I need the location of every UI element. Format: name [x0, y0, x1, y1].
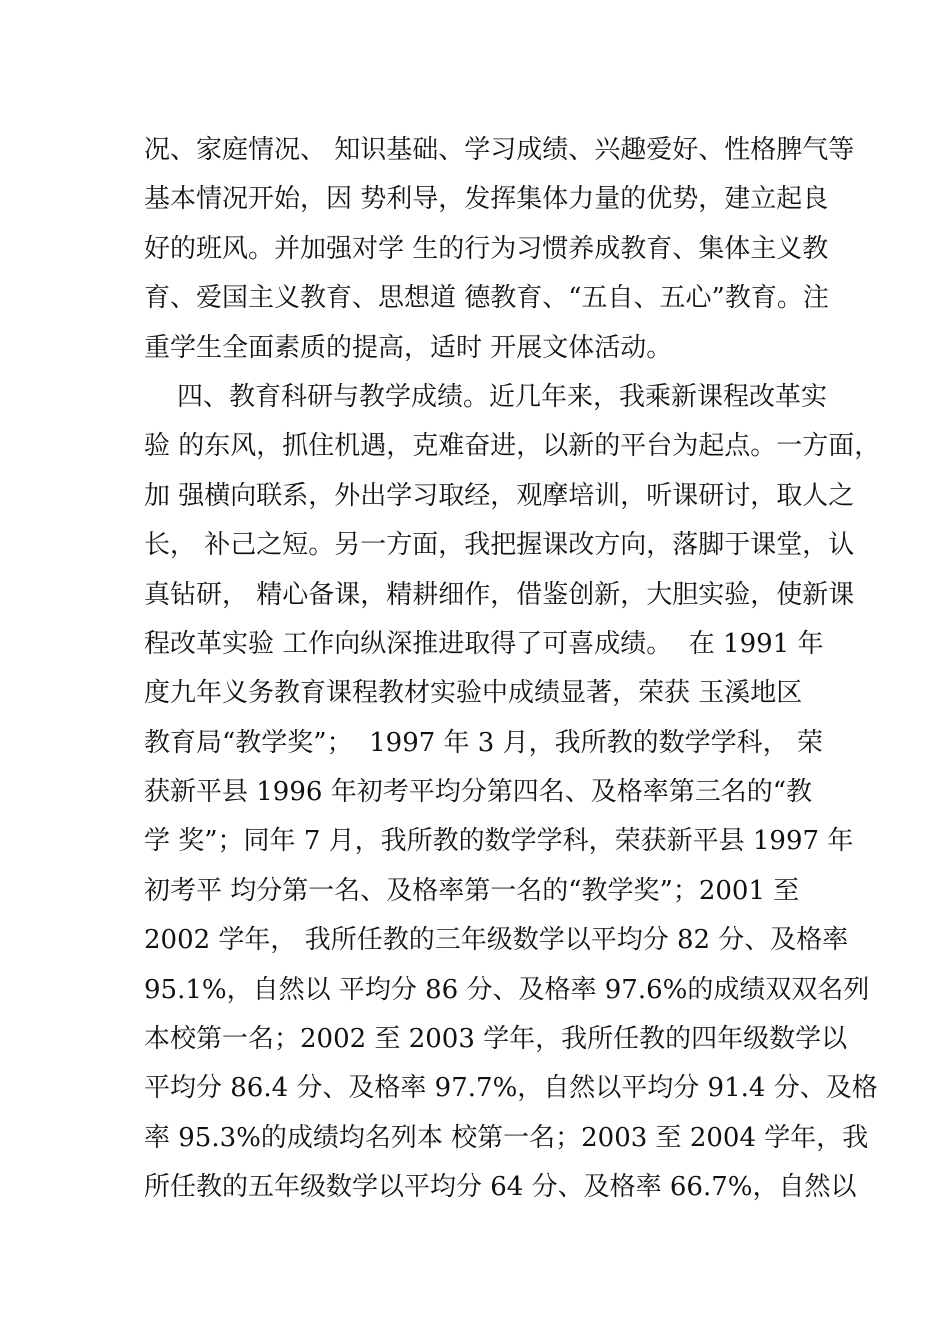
text-line: 率 95.3%的成绩均名列本 校第一名；2003 至 2004 学年，我 — [144, 1122, 869, 1153]
paragraph-start-line: 四、教育科研与教学成绩。近几年来，我乘新课程改革实 — [144, 381, 828, 412]
text-line: 本校第一名；2002 至 2003 学年，我所任教的四年级数学以 — [144, 1024, 848, 1055]
text-line: 初考平 均分第一名、及格率第一名的“教学奖”；2001 至 — [144, 875, 800, 906]
text-line: 程改革实验 工作向纵深推进取得了可喜成绩。 在 1991 年 — [144, 628, 824, 659]
text-line: 学 奖”；同年 7 月，我所教的数学学科，荣获新平县 1997 年 — [144, 826, 854, 857]
text-line: 真钻研， 精心备课，精耕细作，借鉴创新，大胆实验，使新课 — [144, 579, 855, 610]
text-line: 重学生全面素质的提高，适时 开展文体活动。 — [144, 332, 673, 363]
text-line: 育、爱国主义教育、思想道 德教育、“五自、五心”教育。注 — [144, 283, 829, 314]
text-line: 长， 补己之短。另一方面，我把握课改方向，落脚于课堂，认 — [144, 530, 855, 561]
text-line: 所任教的五年级数学以平均分 64 分、及格率 66.7%，自然以 — [144, 1172, 857, 1203]
body-text — [144, 126, 881, 1213]
text-line: 基本情况开始，因 势利导，发挥集体力量的优势，建立起良 — [144, 184, 829, 215]
text-line: 加 强横向联系，外出学习取经，观摩培训，听课研讨，取人之 — [144, 480, 855, 511]
text-line: 验 的东风，抓住机遇，克难奋进，以新的平台为起点。一方面， — [144, 431, 881, 462]
text-line: 度九年义务教育课程教材实验中成绩显著，荣获 玉溪地区 — [144, 678, 803, 709]
text-line: 2002 学年， 我所任教的三年级数学以平均分 82 分、及格率 — [144, 925, 849, 956]
text-line: 况、家庭情况、 知识基础、学习成绩、兴趣爱好、性格脾气等 — [144, 135, 855, 165]
text-line: 95.1%，自然以 平均分 86 分、及格率 97.6%的成绩双双名列 — [144, 974, 870, 1005]
text-line: 教育局“教学奖”； 1997 年 3 月，我所教的数学学科， 荣 — [144, 727, 823, 758]
text-line: 获新平县 1996 年初考平均分第四名、及格率第三名的“教 — [144, 777, 812, 808]
text-line: 平均分 86.4 分、及格率 97.7%，自然以平均分 91.4 分、及格 — [144, 1073, 878, 1104]
text-line: 好的班风。并加强对学 生的行为习惯养成教育、集体主义教 — [144, 233, 829, 264]
